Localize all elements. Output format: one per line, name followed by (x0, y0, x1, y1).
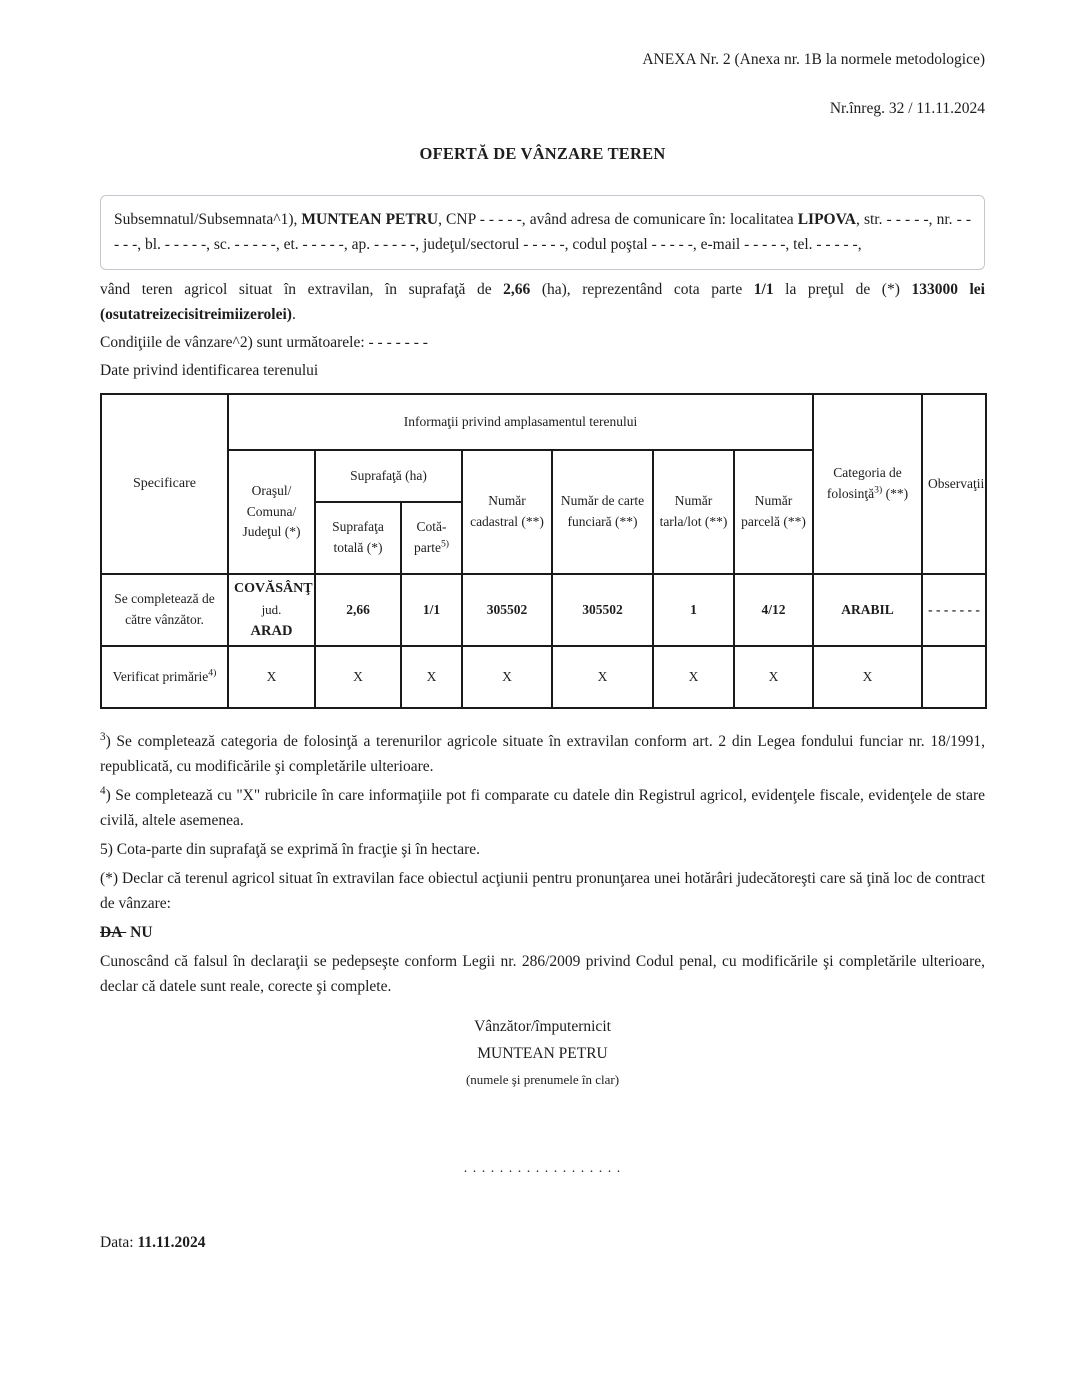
cell-verify-x-carte: X (552, 646, 653, 708)
th-cota-label: Cotă-parte (413, 519, 447, 555)
date-value: 11.11.2024 (137, 1234, 206, 1252)
th-categoria-footnote-ref: 3) (874, 484, 883, 496)
th-categoria (813, 394, 922, 574)
seller-name: MUNTEAN PETRU (301, 211, 439, 228)
signature-note: (numele şi prenumele în clar) (465, 1072, 620, 1088)
anexa-heading: ANEXA Nr. 2 (Anexa nr. 1B la normele metodologice) (642, 51, 985, 68)
th-categoria-suffix: (**) (882, 486, 909, 501)
registration-number: Nr.înreg. 32 / 11.11.2024 (829, 100, 985, 117)
cell-verify-x-surface: X (315, 646, 401, 708)
cell-city (228, 574, 315, 646)
signature-block (100, 1015, 985, 1178)
cell-verify-x-city: X (228, 646, 315, 708)
footnote-5: 5) Cota-parte din suprafaţă se exprimă în fracţie şi în hectare. (100, 841, 481, 859)
da-nu-line (100, 920, 985, 945)
table-row-verify (101, 646, 986, 708)
cell-county-name: ARAD (250, 622, 293, 639)
signature-role: Vânzător/împuternicit (474, 1018, 611, 1036)
cell-seller-label: Se completează de către vânzător. (101, 574, 228, 646)
th-observatii: Observaţii (922, 394, 986, 574)
signature-name: MUNTEAN PETRU (477, 1045, 608, 1063)
cell-categoria-value: ARABIL (813, 574, 922, 646)
cell-verify-observatii-empty (922, 646, 986, 708)
da-option-struck: DA (100, 924, 127, 942)
th-carte-funciara: Număr de carte funciară (**) (552, 450, 653, 574)
th-city: Oraşul/ Comuna/ Judeţul (*) (228, 450, 315, 574)
th-cota-parte (401, 502, 462, 574)
cell-surface-total: 2,66 (315, 574, 401, 646)
cell-county-prefix: jud. (261, 601, 282, 617)
th-cota-footnote-ref: 5) (440, 538, 450, 550)
land-identification-table (100, 393, 987, 709)
seller-locality: LIPOVA (797, 211, 857, 228)
cell-verify-label (101, 646, 228, 708)
th-surface-group: Suprafaţă (ha) (315, 450, 462, 502)
footnote-4 (100, 783, 985, 833)
document-title: OFERTĂ DE VÂNZARE TEREN (419, 144, 666, 163)
intro-text-3: , str. - - - - -, nr. - - - - -, bl. - - - - -, sc. - - - - -, et. - - - - -, ap. - - - - -, judeţul/sectorul - - - - -, codul poştal - - - - -, e-mail - - - - -, tel. - - - - -, (114, 211, 971, 253)
sale-text-end: . (291, 306, 296, 323)
date-label: Data: (100, 1234, 138, 1252)
cell-city-name: COVĂSÂNŢ (234, 581, 313, 596)
penal-code-declaration: Cunoscând că falsul în declaraţii se pedepseşte conform Legii nr. 286/2009 privind Codul penal, cu modificările şi completările ulterioare, declar că datele sunt reale, corecte şi complete. (100, 953, 985, 996)
intro-text-2: , CNP - - - - -, având adresa de comunicare în: localitatea (438, 211, 798, 228)
cell-verify-x-cota: X (401, 646, 462, 708)
price-in-words: (osutatreizecisitreimiizerolei) (100, 306, 292, 323)
th-categoria-label: Categoria de folosinţă (826, 465, 902, 501)
footnote-3 (100, 729, 985, 779)
price-value: 133000 lei (911, 281, 985, 298)
footnote-3-marker: 3 (100, 731, 106, 744)
th-surface-total: Suprafaţa totală (*) (315, 502, 401, 574)
signature-dotted-line: . . . . . . . . . . . . . . . . . . (463, 1161, 622, 1177)
th-specificare: Specificare (101, 394, 228, 574)
table-header-row-1 (101, 394, 986, 450)
footnote-3-text: ) Se completează categoria de folosinţă a terenurilor agricole situate în extravilan conform art. 2 din Legea fondului funciar nr. 18/1991, republicată, cu modificările şi completările ulterioare. (100, 733, 985, 776)
sale-conditions-line: Condiţiile de vânzare^2) sunt următoarele: - - - - - - - (100, 334, 428, 351)
cell-observatii-value: - - - - - - - (922, 574, 986, 646)
verify-footnote-ref: 4) (208, 667, 217, 679)
th-tarla: Număr tarla/lot (**) (653, 450, 734, 574)
th-info-group: Informaţii privind amplasamentul terenului (228, 394, 813, 450)
court-action-declaration: (*) Declar că terenul agricol situat în extravilan face obiectul acţiunii pentru pronunţarea unei hotărâri judecătoreşti care să ţină loc de contract de vânzare: (100, 870, 985, 913)
cell-parcela-number: 4/12 (734, 574, 813, 646)
sale-text-3: la preţul de (*) (773, 281, 912, 298)
intro-text-1: Subsemnatul/Subsemnata^1), (114, 211, 302, 228)
footnote-4-marker: 4 (100, 785, 106, 798)
seller-identity-paragraph (114, 208, 971, 257)
footnote-4-text: ) Se completează cu "X" rubricile în care informaţiile pot fi comparate cu datele din Registrul agricol, evidenţele fiscale, evidenţele de stare civilă, altele asemenea. (100, 787, 985, 830)
share-value: 1/1 (753, 281, 774, 298)
verify-label-text: Verificat primărie (112, 668, 209, 684)
cell-verify-x-parcela: X (734, 646, 813, 708)
th-parcela: Număr parcelă (**) (734, 450, 813, 574)
footnotes-section (100, 729, 985, 999)
land-area-value: 2,66 (503, 281, 531, 298)
cell-cota-parte: 1/1 (401, 574, 462, 646)
cell-verify-x-cadastral: X (462, 646, 552, 708)
nu-option: NU (130, 924, 153, 942)
sale-text-1: vând teren agricol situat în extravilan, în suprafaţă de (100, 281, 504, 298)
cell-cadastral-number: 305502 (462, 574, 552, 646)
table-row-seller (101, 574, 986, 646)
date-line (100, 1233, 985, 1253)
seller-identity-box (100, 195, 985, 270)
cell-carte-funciara-number: 305502 (552, 574, 653, 646)
sale-declaration-paragraph (100, 277, 985, 327)
land-data-heading: Date privind identificarea terenului (100, 362, 319, 379)
sale-text-2: (ha), reprezentând cota parte (530, 281, 754, 298)
cell-verify-x-categoria: X (813, 646, 922, 708)
th-cadastral: Număr cadastral (**) (462, 450, 552, 574)
cell-verify-x-tarla: X (653, 646, 734, 708)
cell-tarla-number: 1 (653, 574, 734, 646)
